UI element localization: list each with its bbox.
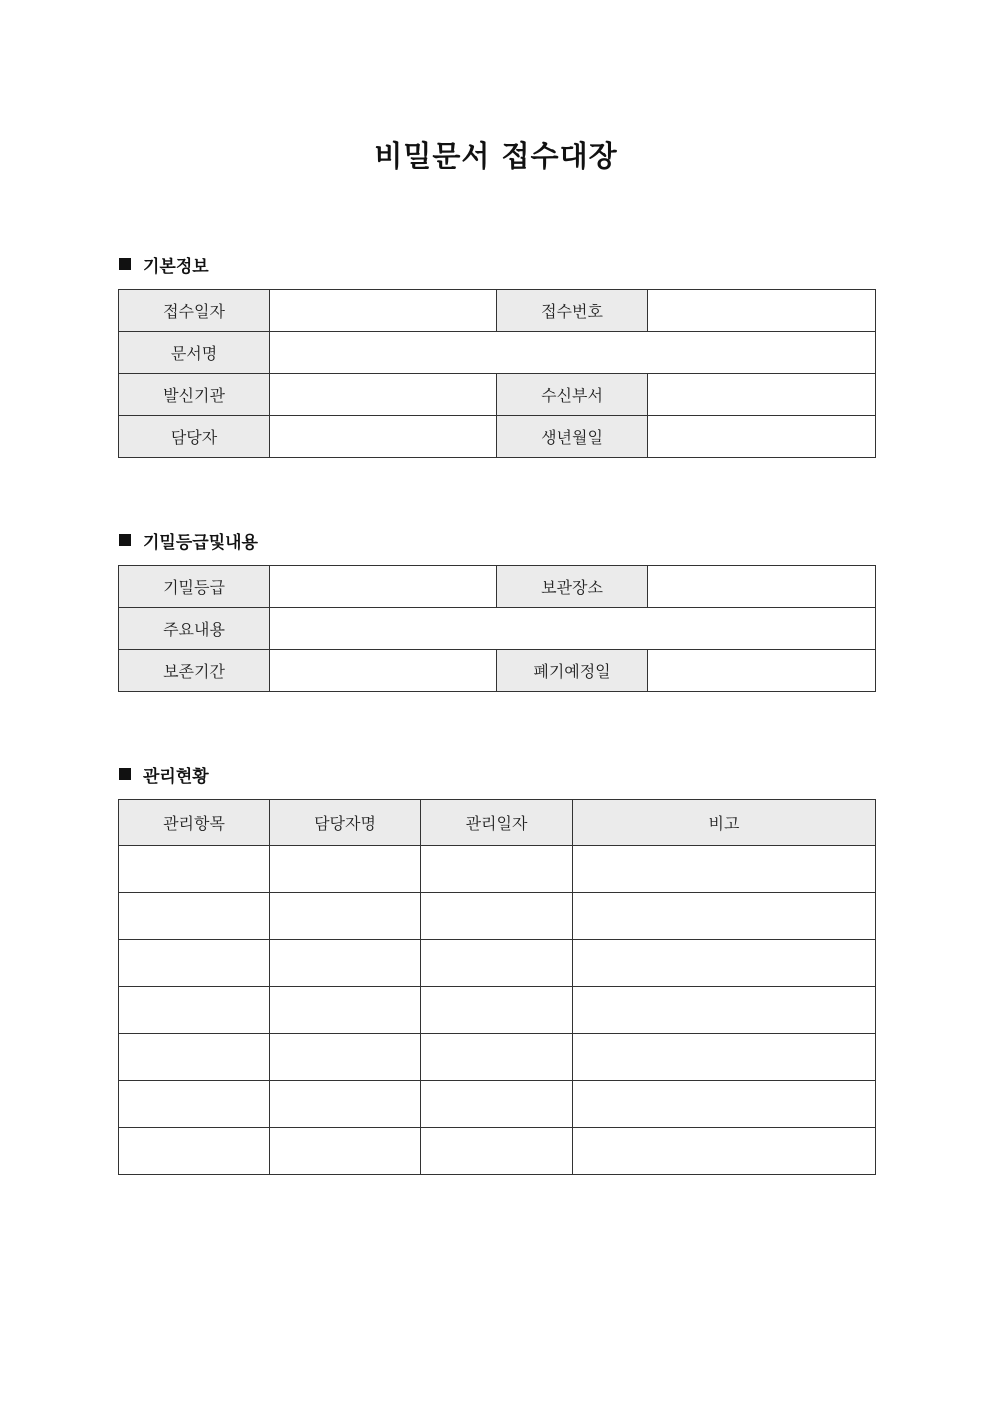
column-header-management-item: 관리항목 (119, 800, 270, 846)
management-date-cell[interactable] (421, 1128, 573, 1175)
receipt-date-label: 접수일자 (119, 290, 270, 332)
sending-agency-field[interactable] (270, 374, 497, 416)
management-date-cell[interactable] (421, 987, 573, 1034)
management-item-cell[interactable] (119, 893, 270, 940)
sending-agency-label: 발신기관 (119, 374, 270, 416)
manager-name-cell[interactable] (270, 1034, 421, 1081)
classification-table (118, 565, 876, 692)
manager-name-cell[interactable] (270, 940, 421, 987)
retention-period-field[interactable] (270, 650, 497, 692)
receipt-number-label: 접수번호 (497, 290, 648, 332)
remarks-cell[interactable] (573, 940, 876, 987)
classification-level-field[interactable] (270, 566, 497, 608)
section-heading-management-label: 관리현황 (143, 766, 209, 787)
remarks-cell[interactable] (573, 1034, 876, 1081)
management-date-cell[interactable] (421, 893, 573, 940)
disposal-date-label: 폐기예정일 (497, 650, 648, 692)
section-heading-classification (119, 528, 258, 552)
table-row (119, 1081, 876, 1128)
square-bullet-icon (119, 258, 131, 270)
management-date-cell[interactable] (421, 940, 573, 987)
management-item-cell[interactable] (119, 1034, 270, 1081)
management-item-cell[interactable] (119, 1081, 270, 1128)
receipt-date-field[interactable] (270, 290, 497, 332)
management-date-cell[interactable] (421, 1034, 573, 1081)
main-content-field[interactable] (270, 608, 876, 650)
square-bullet-icon (119, 768, 131, 780)
table-row (119, 846, 876, 893)
basic-info-table (118, 289, 876, 458)
storage-location-label: 보관장소 (497, 566, 648, 608)
manager-name-cell[interactable] (270, 1081, 421, 1128)
section-heading-management (119, 762, 209, 786)
birth-date-label: 생년월일 (497, 416, 648, 458)
remarks-cell[interactable] (573, 1081, 876, 1128)
section-heading-classification-label: 기밀등급및내용 (143, 532, 258, 553)
receiving-department-field[interactable] (648, 374, 876, 416)
table-row (119, 940, 876, 987)
column-header-manager-name: 담당자명 (270, 800, 421, 846)
table-row (119, 1128, 876, 1175)
column-header-remarks: 비고 (573, 800, 876, 846)
storage-location-field[interactable] (648, 566, 876, 608)
management-rows (119, 846, 876, 1175)
retention-period-label: 보존기간 (119, 650, 270, 692)
table-row (119, 1034, 876, 1081)
remarks-cell[interactable] (573, 1128, 876, 1175)
management-item-cell[interactable] (119, 1128, 270, 1175)
disposal-date-field[interactable] (648, 650, 876, 692)
management-date-cell[interactable] (421, 1081, 573, 1128)
manager-name-cell[interactable] (270, 846, 421, 893)
management-item-cell[interactable] (119, 987, 270, 1034)
remarks-cell[interactable] (573, 893, 876, 940)
main-content-label: 주요내용 (119, 608, 270, 650)
person-in-charge-label: 담당자 (119, 416, 270, 458)
management-date-cell[interactable] (421, 846, 573, 893)
column-header-management-date: 관리일자 (421, 800, 573, 846)
table-row (119, 893, 876, 940)
document-name-field[interactable] (270, 332, 876, 374)
section-heading-basic (119, 252, 209, 276)
receiving-department-label: 수신부서 (497, 374, 648, 416)
table-row (119, 987, 876, 1034)
section-heading-basic-label: 기본정보 (143, 256, 209, 277)
management-item-cell[interactable] (119, 846, 270, 893)
document-name-label: 문서명 (119, 332, 270, 374)
remarks-cell[interactable] (573, 846, 876, 893)
birth-date-field[interactable] (648, 416, 876, 458)
receipt-number-field[interactable] (648, 290, 876, 332)
manager-name-cell[interactable] (270, 1128, 421, 1175)
square-bullet-icon (119, 534, 131, 546)
manager-name-cell[interactable] (270, 987, 421, 1034)
manager-name-cell[interactable] (270, 893, 421, 940)
management-item-cell[interactable] (119, 940, 270, 987)
person-in-charge-field[interactable] (270, 416, 497, 458)
classification-level-label: 기밀등급 (119, 566, 270, 608)
management-table (118, 799, 876, 1175)
remarks-cell[interactable] (573, 987, 876, 1034)
document-title: 비밀문서 접수대장 (374, 139, 618, 173)
